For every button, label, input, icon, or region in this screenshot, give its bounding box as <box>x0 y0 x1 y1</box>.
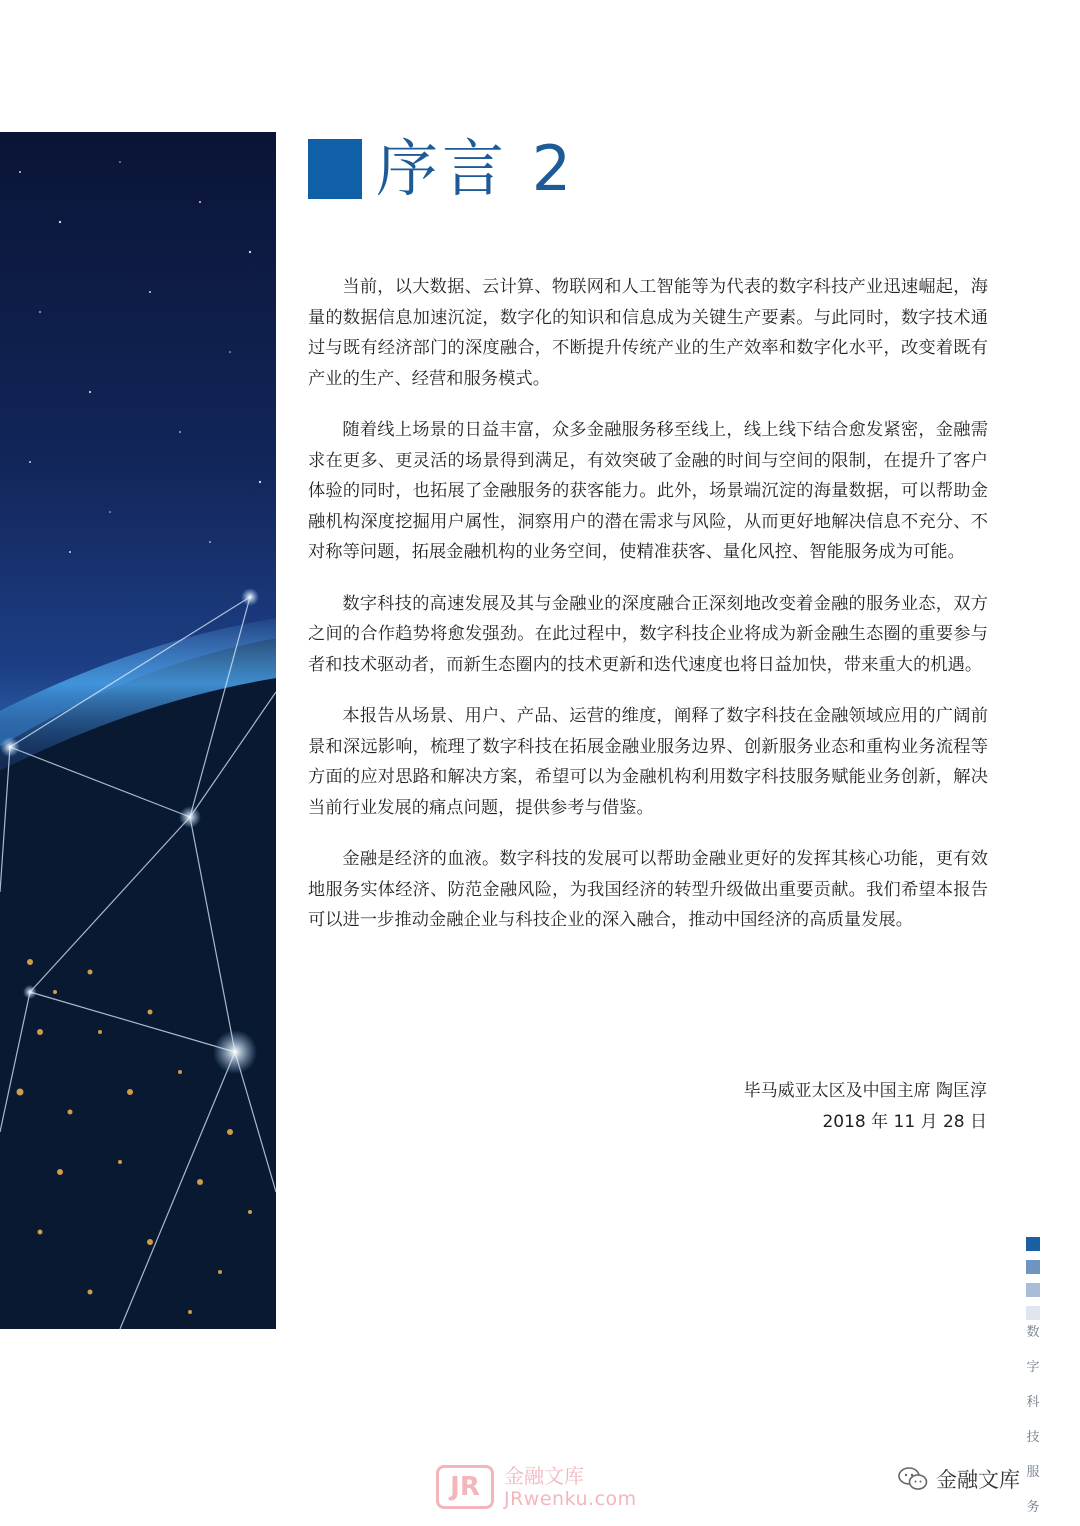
watermark-en: JRwenku.com <box>504 1488 637 1510</box>
wechat-account-name: 金融文库 <box>936 1468 1020 1492</box>
sidebar-char: 技 <box>1026 1430 1040 1445</box>
paragraph-2: 随着线上场景的日益丰富，众多金融服务移至线上，线上线下结合愈发紧密，金融需求在更多、更灵活的场景得到满足，有效突破了金融的时间与空间的限制，在提升了客户体验的同时，也拓展了金融服务的获客能力。此外，场景端沉淀的海量数据，可以帮助金融机构深度挖掘用户属性，洞察用户的潜在需求与风险，从而更好地解决信息不充分、不对称等问题，拓展金融机构的业务空间，使精准获客、量化风控、智能服务成为可能。 <box>308 420 988 562</box>
jr-logo-icon: JR <box>436 1465 494 1509</box>
page-title: 序言 2 <box>376 132 576 205</box>
space-network-graphic <box>0 132 276 1329</box>
sidebar-square <box>1026 1237 1040 1251</box>
earth-from-space-image <box>0 132 276 1329</box>
paragraph-4: 本报告从场景、用户、产品、运营的维度，阐释了数字科技在金融领域应用的广阔前景和深远影响，梳理了数字科技在拓展金融业服务边界、创新服务业态和重构业务流程等方面的应对思路和解决方案，希望可以为金融机构利用数字科技服务赋能业务创新，解决当前行业发展的痛点问题，提供参考与借鉴。 <box>308 706 988 818</box>
sidebar-vertical-label <box>1024 1315 1042 1525</box>
heading-square-marker <box>308 139 362 199</box>
preface-body <box>308 272 988 957</box>
watermark-cn: 金融文库 <box>504 1464 584 1488</box>
signature-author: 毕马威亚太区及中国主席 陶匡淳 <box>743 1081 987 1101</box>
sidebar-square <box>1026 1260 1040 1274</box>
signature-date: 2018 年 11 月 28 日 <box>822 1112 987 1132</box>
wechat-icon <box>898 1466 928 1492</box>
sidebar-char: 字 <box>1026 1360 1040 1375</box>
sidebar-char: 科 <box>1026 1395 1040 1410</box>
section-heading <box>308 134 575 204</box>
wechat-badge <box>898 1464 1020 1494</box>
signature-block <box>744 1076 987 1138</box>
paragraph-3: 数字科技的高速发展及其与金融业的深度融合正深刻地改变着金融的服务业态，双方之间的合作趋势将愈发强劲。在此过程中，数字科技企业将成为新金融生态圈的重要参与者和技术驱动者，而新生态圈内的技术更新和迭代速度也将日益加快，带来重大的机遇。 <box>308 593 988 675</box>
sidebar-char: 服 <box>1026 1465 1040 1480</box>
sidebar-square <box>1026 1283 1040 1297</box>
sidebar-char: 务 <box>1026 1500 1040 1515</box>
paragraph-1: 当前，以大数据、云计算、物联网和人工智能等为代表的数字科技产业迅速崛起，海量的数据信息加速沉淀，数字化的知识和信息成为关键生产要素。与此同时，数字技术通过与既有经济部门的深度融合，不断提升传统产业的生产效率和数字化水平，改变着既有产业的生产、经营和服务模式。 <box>308 277 988 389</box>
sidebar-char: 数 <box>1026 1325 1040 1340</box>
paragraph-5: 金融是经济的血液。数字科技的发展可以帮助金融业更好的发挥其核心功能，更有效地服务实体经济、防范金融风险，为我国经济的转型升级做出重要贡献。我们希望本报告可以进一步推动金融企业与科技企业的深入融合，推动中国经济的高质量发展。 <box>308 849 988 930</box>
watermark <box>436 1464 637 1510</box>
